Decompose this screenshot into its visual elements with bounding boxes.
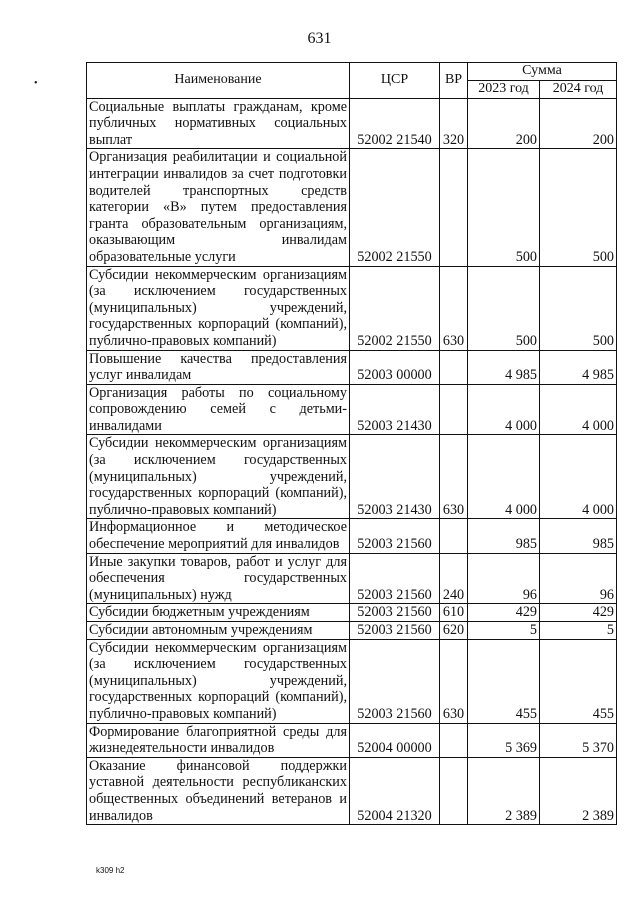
table-row <box>87 622 617 640</box>
row-sum-2023: 500 <box>468 266 540 350</box>
row-csr: 52002 21550 <box>350 149 440 266</box>
row-sum-2023: 4 000 <box>468 384 540 435</box>
row-vr <box>440 149 468 266</box>
row-name: Оказание финансовой поддержки уставной деятельности республиканских общественных объединений ветеранов и инвалидов <box>87 757 350 824</box>
table-row <box>87 384 617 435</box>
row-csr: 52002 21550 <box>350 266 440 350</box>
header-vr: ВР <box>440 63 468 99</box>
row-csr: 52003 21560 <box>350 519 440 553</box>
header-csr: ЦСР <box>350 63 440 99</box>
page-number: 631 <box>307 30 332 47</box>
row-name: Субсидии автономным учреждениям <box>87 622 350 640</box>
row-csr: 52003 21560 <box>350 604 440 622</box>
table-row <box>87 435 617 519</box>
table-row <box>87 553 617 604</box>
row-sum-2023: 200 <box>468 98 540 149</box>
row-sum-2023: 985 <box>468 519 540 553</box>
row-sum-2024: 455 <box>540 639 617 723</box>
budget-table <box>86 62 617 825</box>
table-row <box>87 519 617 553</box>
row-sum-2024: 4 000 <box>540 384 617 435</box>
row-sum-2024: 429 <box>540 604 617 622</box>
row-csr: 52004 21320 <box>350 757 440 824</box>
row-sum-2023: 2 389 <box>468 757 540 824</box>
row-name: Информационное и методическое обеспечение мероприятий для инвалидов <box>87 519 350 553</box>
table-row <box>87 149 617 266</box>
table-row <box>87 266 617 350</box>
row-sum-2024: 200 <box>540 98 617 149</box>
row-csr: 52003 21560 <box>350 622 440 640</box>
row-name: Иные закупки товаров, работ и услуг для обеспечения государственных (муниципальных) нужд <box>87 553 350 604</box>
row-sum-2023: 5 <box>468 622 540 640</box>
table-row <box>87 350 617 384</box>
stray-mark: • <box>34 78 38 89</box>
row-sum-2024: 4 985 <box>540 350 617 384</box>
row-vr: 630 <box>440 435 468 519</box>
row-sum-2023: 96 <box>468 553 540 604</box>
header-name: Наименование <box>87 63 350 99</box>
table-row <box>87 98 617 149</box>
footer-code: k309 h2 <box>96 866 125 875</box>
row-name: Субсидии бюджетным учреждениям <box>87 604 350 622</box>
table-row <box>87 723 617 757</box>
header-sum: Сумма <box>468 63 617 81</box>
table-row <box>87 639 617 723</box>
header-year-2023: 2023 год <box>468 80 540 98</box>
row-vr: 620 <box>440 622 468 640</box>
row-sum-2023: 4 985 <box>468 350 540 384</box>
row-name: Субсидии некоммерческим организациям (за исключением государственных (муниципальных) учреждений, государственных корпораций (компаний), публично-правовых компаний) <box>87 266 350 350</box>
row-sum-2024: 500 <box>540 266 617 350</box>
row-sum-2024: 500 <box>540 149 617 266</box>
row-vr: 630 <box>440 639 468 723</box>
row-vr: 630 <box>440 266 468 350</box>
row-sum-2023: 5 369 <box>468 723 540 757</box>
row-name: Субсидии некоммерческим организациям (за исключением государственных (муниципальных) учреждений, государственных корпораций (компаний), публично-правовых компаний) <box>87 639 350 723</box>
header-year-2024: 2024 год <box>540 80 617 98</box>
row-sum-2024: 2 389 <box>540 757 617 824</box>
row-vr: 610 <box>440 604 468 622</box>
row-csr: 52002 21540 <box>350 98 440 149</box>
row-sum-2024: 5 <box>540 622 617 640</box>
row-sum-2024: 96 <box>540 553 617 604</box>
row-sum-2024: 985 <box>540 519 617 553</box>
table-row <box>87 604 617 622</box>
row-name: Организация работы по социальному сопровождению семей с детьми-инвалидами <box>87 384 350 435</box>
row-sum-2023: 429 <box>468 604 540 622</box>
row-name: Формирование благоприятной среды для жизнедеятельности инвалидов <box>87 723 350 757</box>
row-csr: 52004 00000 <box>350 723 440 757</box>
row-name: Субсидии некоммерческим организациям (за исключением государственных (муниципальных) учреждений, государственных корпораций (компаний), публично-правовых компаний) <box>87 435 350 519</box>
row-vr <box>440 757 468 824</box>
row-sum-2024: 4 000 <box>540 435 617 519</box>
row-vr: 240 <box>440 553 468 604</box>
table-row <box>87 757 617 824</box>
row-sum-2024: 5 370 <box>540 723 617 757</box>
row-vr <box>440 519 468 553</box>
row-name: Повышение качества предоставления услуг инвалидам <box>87 350 350 384</box>
row-vr <box>440 723 468 757</box>
row-vr: 320 <box>440 98 468 149</box>
row-vr <box>440 350 468 384</box>
row-vr <box>440 384 468 435</box>
row-csr: 52003 21560 <box>350 639 440 723</box>
row-sum-2023: 500 <box>468 149 540 266</box>
row-name: Социальные выплаты гражданам, кроме публичных нормативных социальных выплат <box>87 98 350 149</box>
row-sum-2023: 4 000 <box>468 435 540 519</box>
row-csr: 52003 00000 <box>350 350 440 384</box>
row-csr: 52003 21430 <box>350 384 440 435</box>
row-csr: 52003 21560 <box>350 553 440 604</box>
row-name: Организация реабилитации и социальной интеграции инвалидов за счет подготовки водителей транспортных средств категории «В» путем предоставления гранта образовательным организациям, оказывающим инвалидам образовательные услуги <box>87 149 350 266</box>
row-sum-2023: 455 <box>468 639 540 723</box>
row-csr: 52003 21430 <box>350 435 440 519</box>
